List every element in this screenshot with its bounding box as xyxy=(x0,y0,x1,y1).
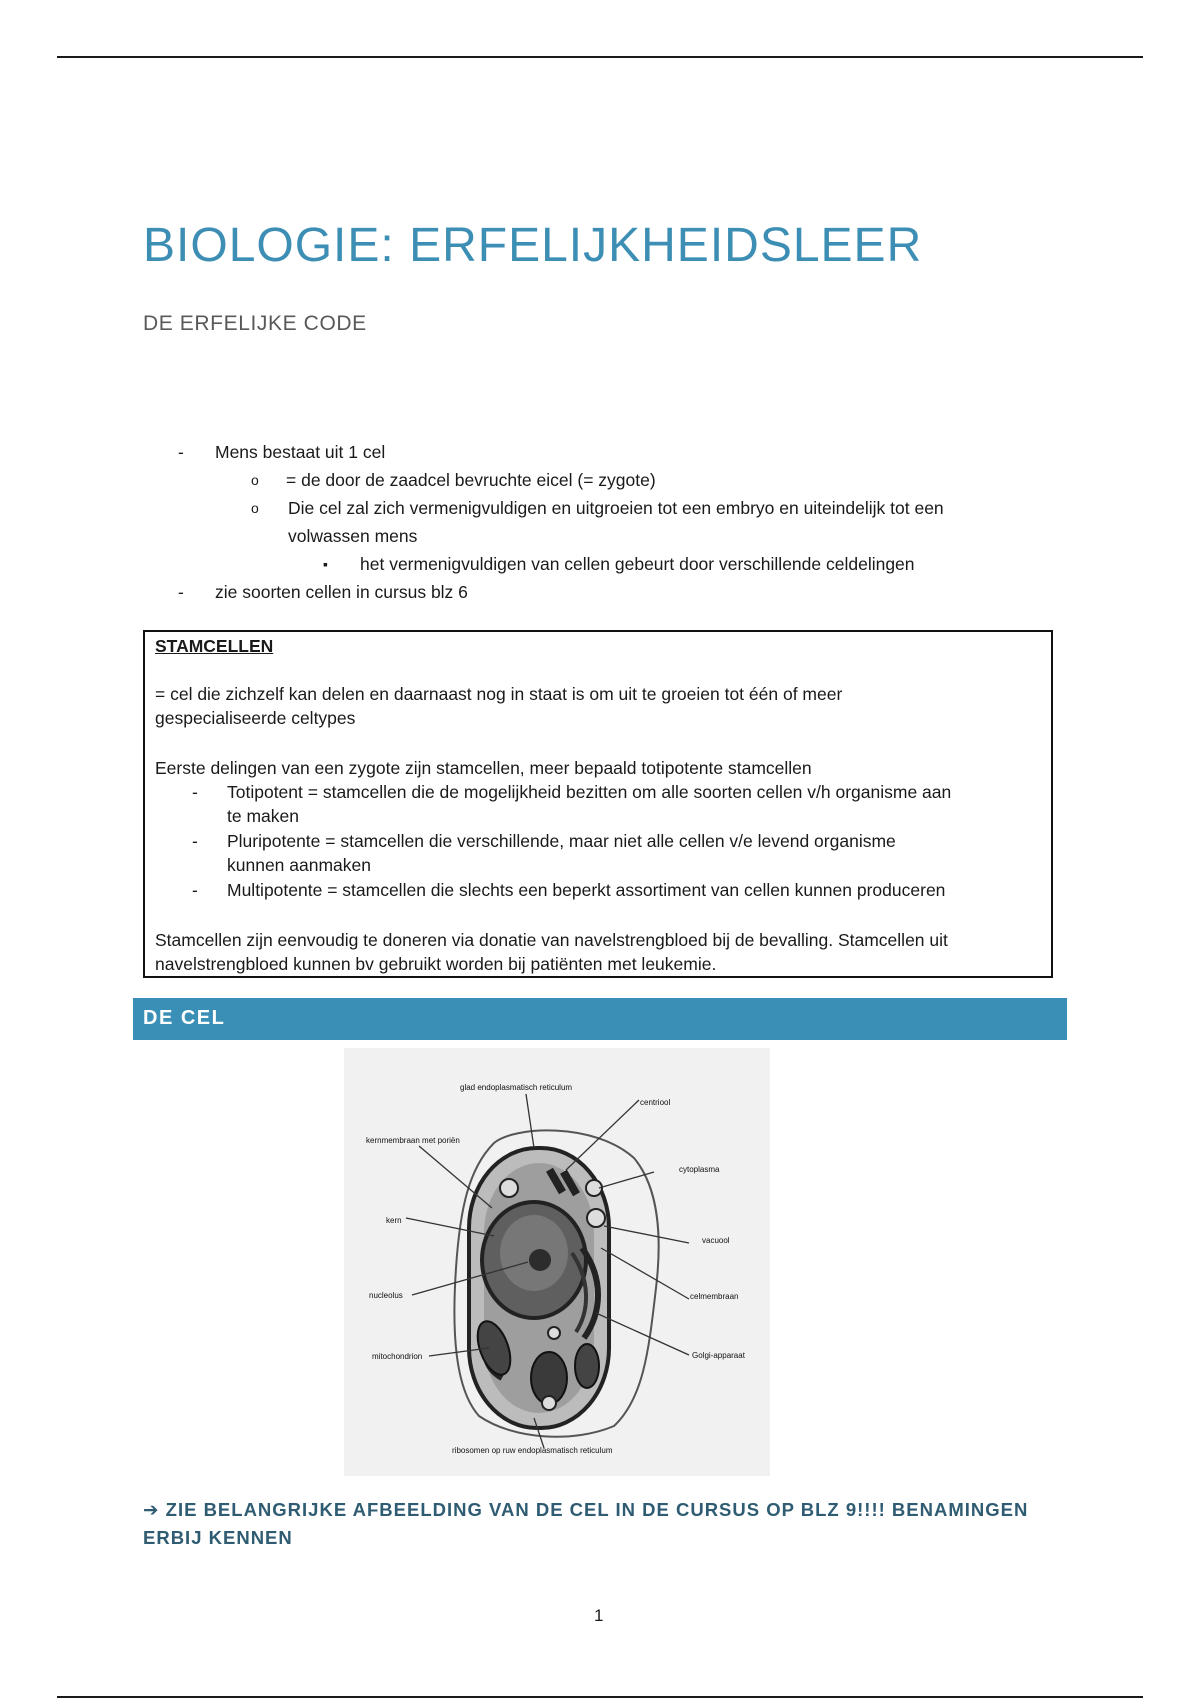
label-cytoplasma: cytoplasma xyxy=(679,1165,720,1174)
dash-bullet: - xyxy=(192,782,198,802)
stem-type-item: Multipotente = stamcellen die slechts een beperkt assortiment van cellen kunnen produceren xyxy=(227,880,946,900)
closing-line: navelstrengbloed kunnen bv gebruikt worden bij patiënten met leukemie. xyxy=(155,954,717,974)
page-subtitle: DE ERFELIJKE CODE xyxy=(143,312,367,335)
page-number: 1 xyxy=(594,1606,604,1625)
section-header-bar xyxy=(133,998,1067,1040)
list-item-continuation: volwassen mens xyxy=(288,526,418,546)
vacuole-shape xyxy=(542,1396,556,1410)
stem-type-item: Totipotent = stamcellen die de mogelijkheid bezitten om alle soorten cellen v/h organisme aan xyxy=(227,782,952,802)
label-celmembraan: celmembraan xyxy=(690,1292,739,1301)
label-vacuool: vacuool xyxy=(702,1236,730,1245)
list-item: = de door de zaadcel bevruchte eicel (= zygote) xyxy=(286,470,656,490)
vacuole-shape xyxy=(587,1209,605,1227)
stem-type-continuation: kunnen aanmaken xyxy=(227,855,371,875)
stamcellen-heading: STAMCELLEN xyxy=(155,636,274,656)
label-kernmembraan: kernmembraan met poriën xyxy=(366,1136,460,1145)
label-golgi: Golgi-apparaat xyxy=(692,1351,745,1360)
stem-type-item: Pluripotente = stamcellen die verschillende, maar niet alle cellen v/e levend organisme xyxy=(227,831,896,851)
stamcellen-intro: Eerste delingen van een zygote zijn stamcellen, meer bepaald totipotente stamcellen xyxy=(155,758,812,778)
stamcellen-box xyxy=(143,630,1053,978)
list-item: het vermenigvuldigen van cellen gebeurt door verschillende celdelingen xyxy=(360,554,915,574)
definition-line: gespecialiseerde celtypes xyxy=(155,708,356,728)
list-item: Mens bestaat uit 1 cel xyxy=(215,442,386,462)
square-bullet: ▪ xyxy=(323,556,328,572)
vacuole-shape xyxy=(500,1179,518,1197)
list-item: zie soorten cellen in cursus blz 6 xyxy=(215,582,468,602)
top-rule xyxy=(57,56,1143,58)
cell-illustration xyxy=(344,1048,770,1476)
label-kern: kern xyxy=(386,1216,402,1225)
vacuole-shape xyxy=(548,1327,560,1339)
label-ribosomen: ribosomen op ruw endoplasmatisch reticulum xyxy=(452,1446,613,1455)
stem-type-continuation: te maken xyxy=(227,806,299,826)
dash-bullet: - xyxy=(192,831,198,851)
mitochondrion-shape xyxy=(575,1344,599,1388)
section-heading: DE CEL xyxy=(143,1007,226,1029)
label-nucleolus: nucleolus xyxy=(369,1291,403,1300)
dash-bullet: - xyxy=(192,880,198,900)
label-glad-er: glad endoplasmatisch reticulum xyxy=(460,1083,573,1092)
dash-bullet: - xyxy=(178,582,184,602)
definition-line: = cel die zichzelf kan delen en daarnaast nog in staat is om uit te groeien tot één of meer xyxy=(155,684,843,704)
note-text: ZIE BELANGRIJKE AFBEELDING VAN DE CEL IN DE CURSUS OP BLZ 9!!!! BENAMINGEN ERBIJ KENNEN xyxy=(143,1499,1029,1548)
arrow-icon: ➔ xyxy=(143,1499,160,1520)
dash-bullet: - xyxy=(178,442,184,462)
cell-diagram xyxy=(344,1048,770,1476)
important-note xyxy=(143,1496,1043,1552)
circle-bullet: o xyxy=(251,500,259,516)
closing-line: Stamcellen zijn eenvoudig te doneren via donatie van navelstrengbloed bij de bevalling. Stamcellen uit xyxy=(155,930,948,950)
label-centriool: centriool xyxy=(640,1098,671,1107)
label-mitochondrion: mitochondrion xyxy=(372,1352,423,1361)
list-item: Die cel zal zich vermenigvuldigen en uitgroeien tot een embryo en uiteindelijk tot een xyxy=(288,498,944,518)
circle-bullet: o xyxy=(251,472,259,488)
nucleolus-shape xyxy=(529,1249,551,1271)
bottom-rule xyxy=(57,1696,1143,1698)
page-title: BIOLOGIE: ERFELIJKHEIDSLEER xyxy=(143,219,923,272)
